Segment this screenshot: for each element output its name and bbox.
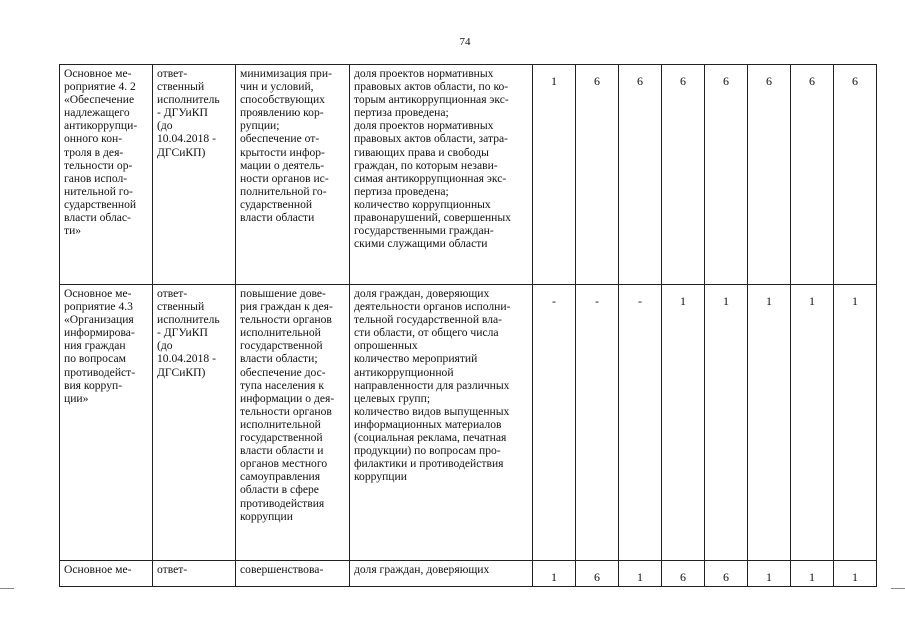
indicators-cell bbox=[350, 561, 533, 587]
cell-text-line: исполнительной bbox=[240, 417, 321, 431]
cell-text-line: ответ- bbox=[157, 67, 188, 80]
cell-text-line: ности органов ис- bbox=[240, 171, 329, 185]
cell-text-line: симая антикоррупционная экс- bbox=[354, 171, 507, 185]
cell-text-line: противодейст- bbox=[64, 365, 136, 379]
table-row bbox=[60, 561, 877, 587]
value-cell: 6 bbox=[576, 65, 619, 285]
cell-text-line: проявлению кор- bbox=[240, 106, 324, 120]
cell-text-line: опрошенных bbox=[354, 339, 418, 353]
cell-text-line: правовых актов области, по ко- bbox=[354, 80, 509, 94]
cell-text-line: (до bbox=[157, 119, 173, 133]
executor-cell bbox=[153, 285, 236, 561]
cell-text-line: по вопросам bbox=[64, 352, 126, 366]
value-cell: 1 bbox=[791, 561, 834, 587]
value-cell: 1 bbox=[834, 285, 877, 561]
cell-text-line: информации о дея- bbox=[240, 391, 335, 405]
cell-text-line: целевых групп; bbox=[354, 391, 431, 405]
cell-text-line: тупа населения к bbox=[240, 378, 324, 392]
value-cell: 1 bbox=[705, 285, 748, 561]
cell-text-line: Основное ме- bbox=[64, 287, 132, 300]
cell-text-line: крытости инфор- bbox=[240, 145, 325, 159]
cell-text-line: сти области, от общего числа bbox=[354, 326, 499, 340]
cell-text-line: торым антикоррупционная экс- bbox=[354, 93, 509, 107]
cell-text-line: государственной bbox=[240, 339, 323, 353]
cell-text-line: ственный bbox=[157, 300, 205, 314]
cell-text-line: продукции) по вопросам про- bbox=[354, 444, 501, 458]
cell-text-line: власти области bbox=[240, 211, 315, 225]
value-cell: - bbox=[619, 285, 662, 561]
cell-text-line: скими служащими области bbox=[354, 237, 488, 251]
value-cell: 6 bbox=[662, 65, 705, 285]
value-cell: 1 bbox=[533, 561, 576, 587]
cell-text-line: роприятие 4.3 bbox=[64, 300, 133, 314]
cell-text-line: направленности для различных bbox=[354, 378, 510, 392]
cell-text-line: вия корруп- bbox=[64, 378, 123, 392]
cell-text-line: троля в дея- bbox=[64, 145, 124, 159]
cell-text-line: информирова- bbox=[64, 326, 135, 340]
cell-text-line: деятельности органов исполни- bbox=[354, 300, 511, 314]
cell-text-line: повышение дове- bbox=[240, 287, 326, 300]
indicators-cell bbox=[350, 65, 533, 285]
cell-text-line: правовых актов области, затра- bbox=[354, 132, 508, 146]
cell-text-line: пертиза проведена; bbox=[354, 106, 449, 120]
result-cell bbox=[236, 65, 350, 285]
cell-text-line: доля проектов нормативных bbox=[354, 119, 494, 133]
cell-text-line: совершенствова- bbox=[240, 563, 324, 576]
cell-text-line: доля граждан, доверяющих bbox=[354, 287, 490, 300]
cell-text-line: тельности органов bbox=[240, 313, 332, 327]
cell-text-line: ДГСиКП) bbox=[157, 145, 206, 159]
cell-text-line: тельности ор- bbox=[64, 158, 133, 172]
cell-text-line: доля проектов нормативных bbox=[354, 67, 494, 80]
executor-cell bbox=[153, 561, 236, 587]
cell-text-line: Основное ме- bbox=[64, 563, 132, 576]
cell-text-line: филактики и противодействия bbox=[354, 457, 504, 471]
cell-text-line: - ДГУиКП bbox=[157, 326, 208, 340]
value-cell: 6 bbox=[705, 65, 748, 285]
cell-text-line: обеспечение от- bbox=[240, 132, 320, 146]
event-cell bbox=[60, 561, 153, 587]
cell-text-line: антикоррупци- bbox=[64, 119, 138, 133]
cell-text-line: (до bbox=[157, 339, 173, 353]
cell-text-line: нительной го- bbox=[64, 184, 133, 198]
cell-text-line: гивающих права и свободы bbox=[354, 145, 489, 159]
cell-text-line: тельной государственной вла- bbox=[354, 313, 503, 327]
value-cell: 6 bbox=[705, 561, 748, 587]
cell-text-line: ти» bbox=[64, 224, 82, 238]
indicators-cell bbox=[350, 285, 533, 561]
cell-text-line: - ДГУиКП bbox=[157, 106, 208, 120]
cell-text-line: власти области; bbox=[240, 352, 318, 366]
cell-text-line: чин и условий, bbox=[240, 80, 314, 94]
result-cell bbox=[236, 285, 350, 561]
cell-text-line: органов местного bbox=[240, 457, 328, 471]
scan-edge-mark bbox=[0, 588, 14, 589]
cell-text-line: способствующих bbox=[240, 93, 325, 107]
cell-text-line: «Организация bbox=[64, 313, 134, 327]
cell-text-line: (социальная реклама, печатная bbox=[354, 431, 507, 445]
cell-text-line: правонарушений, совершенных bbox=[354, 211, 511, 225]
value-cell: 6 bbox=[662, 561, 705, 587]
cell-text-line: онного кон- bbox=[64, 132, 123, 146]
cell-text-line: сударственной bbox=[240, 197, 313, 211]
cell-text-line: «Обеспечение bbox=[64, 93, 135, 107]
cell-text-line: ганов испол- bbox=[64, 171, 128, 185]
cell-text-line: области в сфере bbox=[240, 483, 319, 497]
cell-text-line: пертиза проведена; bbox=[354, 184, 449, 198]
cell-text-line: мации о деятель- bbox=[240, 158, 325, 172]
cell-text-line: ции» bbox=[64, 391, 89, 405]
cell-text-line: граждан, по которым незави- bbox=[354, 158, 498, 172]
program-measures-table bbox=[59, 64, 877, 587]
cell-text-line: информационных материалов bbox=[354, 417, 502, 431]
result-cell bbox=[236, 561, 350, 587]
cell-text-line: роприятие 4. 2 bbox=[64, 80, 136, 94]
cell-text-line: количество коррупционных bbox=[354, 197, 491, 211]
value-cell: 1 bbox=[619, 561, 662, 587]
cell-text-line: антикоррупционной bbox=[354, 365, 454, 379]
value-cell: - bbox=[576, 285, 619, 561]
cell-text-line: сударственной bbox=[64, 197, 137, 211]
cell-text-line: власти облас- bbox=[64, 211, 131, 225]
cell-text-line: 10.04.2018 - bbox=[157, 352, 216, 366]
value-cell: 1 bbox=[791, 285, 834, 561]
table-row bbox=[60, 65, 877, 285]
scan-edge-mark bbox=[891, 588, 905, 589]
cell-text-line: обеспечение дос- bbox=[240, 365, 326, 379]
value-cell: 6 bbox=[748, 65, 791, 285]
cell-text-line: ответ- bbox=[157, 287, 188, 300]
value-cell: 1 bbox=[533, 65, 576, 285]
cell-text-line: ответ- bbox=[157, 563, 188, 576]
cell-text-line: минимизация при- bbox=[240, 67, 332, 80]
cell-text-line: рия граждан к дея- bbox=[240, 300, 333, 314]
cell-text-line: государственными граждан- bbox=[354, 224, 494, 238]
cell-text-line: исполнительной bbox=[240, 326, 321, 340]
value-cell: 1 bbox=[834, 561, 877, 587]
event-cell bbox=[60, 285, 153, 561]
cell-text-line: ния граждан bbox=[64, 339, 126, 353]
cell-text-line: исполнитель bbox=[157, 313, 220, 327]
cell-text-line: количество мероприятий bbox=[354, 352, 478, 366]
value-cell: 1 bbox=[662, 285, 705, 561]
cell-text-line: доля граждан, доверяющих bbox=[354, 563, 490, 576]
cell-text-line: 10.04.2018 - bbox=[157, 132, 216, 146]
value-cell: 6 bbox=[834, 65, 877, 285]
cell-text-line: Основное ме- bbox=[64, 67, 132, 80]
value-cell: 6 bbox=[576, 561, 619, 587]
value-cell: 1 bbox=[748, 561, 791, 587]
cell-text-line: власти области и bbox=[240, 444, 324, 458]
cell-text-line: исполнитель bbox=[157, 93, 220, 107]
cell-text-line: государственной bbox=[240, 431, 323, 445]
cell-text-line: полнительной го- bbox=[240, 184, 327, 198]
event-cell bbox=[60, 65, 153, 285]
executor-cell bbox=[153, 65, 236, 285]
cell-text-line: рупции; bbox=[240, 119, 280, 133]
page-number: 74 bbox=[459, 36, 471, 48]
value-cell: 6 bbox=[791, 65, 834, 285]
cell-text-line: тельности органов bbox=[240, 404, 332, 418]
cell-text-line: самоуправления bbox=[240, 470, 321, 484]
cell-text-line: коррупции bbox=[240, 509, 293, 523]
value-cell: - bbox=[533, 285, 576, 561]
cell-text-line: ДГСиКП) bbox=[157, 365, 206, 379]
cell-text-line: противодействия bbox=[240, 496, 325, 510]
cell-text-line: ственный bbox=[157, 80, 205, 94]
cell-text-line: надлежащего bbox=[64, 106, 130, 120]
value-cell: 6 bbox=[619, 65, 662, 285]
cell-text-line: количество видов выпущенных bbox=[354, 404, 510, 418]
cell-text-line: коррупции bbox=[354, 470, 407, 484]
table-row bbox=[60, 285, 877, 561]
value-cell: 1 bbox=[748, 285, 791, 561]
